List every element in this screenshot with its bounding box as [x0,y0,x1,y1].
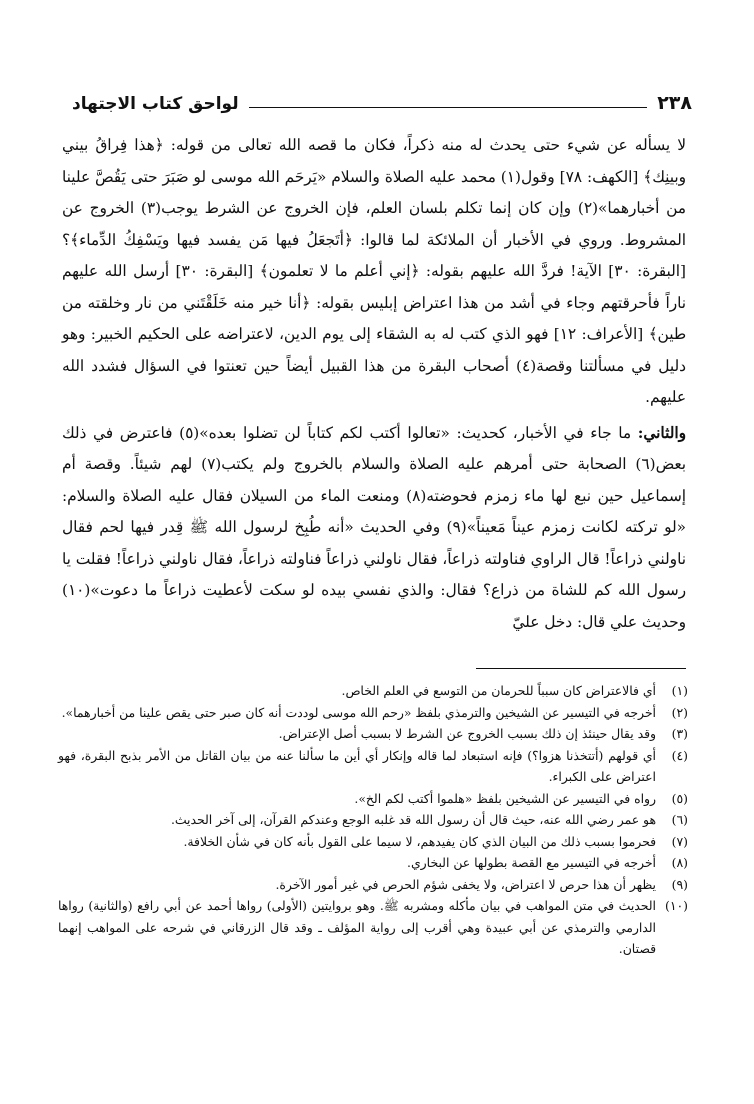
footnote [58,831,688,853]
footnote-number: (٣) [671,726,688,741]
footnote-number: (٦) [671,812,688,827]
footnote-text: الحديث في متن المواهب في بيان مأكله ومشربه ﷺ. وهو بروايتين (الأولى) رواها أحمد عن أبي رافع (والثانية) رواها الدارمي والترمذي عن أبي عبيدة وهي أقرب إلى رواية المؤلف ـ وقد قال الزرقاني في شرحه على المواهب إنهما قصتان. [58,898,656,956]
footnote-number: (٤) [671,747,688,763]
footnote [58,680,688,702]
paragraph-1: لا يسأله عن شيء حتى يحدث له منه ذكراً، فكان ما قصه الله تعالى من قوله: ﴿هذا فِراقُ بيني وبينِك﴾ [الكهف: ٧٨] وقول(١) محمد عليه الصلاة والسلام «يَرحَم الله موسى لو صَبَرَ حتى يَقُصَّ علينا من أخبارهما»(٢) وإن كان إنما تكلم بلسان العلم، فإن الخروج عن الشرط يوجب(٣) الخروج عن المشروط. وروي في الأخبار أن الملائكة لما قالوا: ﴿أتَجعَلُ فيها مَن يفسد فيها ويَسْفِكُ الدِّماء﴾؟ [البقرة: ٣٠] الآية! فردَّ الله عليهم بقوله: ﴿إني أعلم ما لا تعلمون﴾ [البقرة: ٣٠] أرسل الله عليهم ناراً فأحرقتهم وجاء في أشد من هذا اعتراض إبليس بقوله: ﴿أنا خير منه خَلَقْتَني من نار وخلقته من طين﴾ [الأعراف: ١٢] فهو الذي كتب له به الشقاء إلى يوم الدين، لاعتراضه على الحكيم الخبير: وهو دليل في مسألتنا وقصة(٤) أصحاب البقرة من هذا القبيل أيضاً حين تعنتوا في السؤال فشدد الله عليهم. [62,136,687,406]
footnote-text: يظهر أن هذا حرص لا اعتراض، ولا يخفى شؤم الحرص في غير أمور الآخرة. [275,876,656,892]
paragraph-2-text: ما جاء في الأخبار، كحديث: «تعالوا أكتب لكم كتاباً لن تضلوا بعده»(٥) فاعترض في ذلك بعض(٦) الصحابة حتى أمرهم عليه الصلاة والسلام بالخروج ولم يكتب(٧) لهم شيئاً. وقصة أم إسماعيل حين نبع لها ماء زمزم فحوضته(٨) ومنعت الماء من السيلان فقال عليه الصلاة والسلام: «لو تركته لكانت زمزم عيناً مَعيناً»(٩) وفي الحديث «أنه طُبِخ لرسول الله ﷺ قِدر فيها لحم فقال ناولني ذراعاً! قال الراوي فناولته ذراعاً، فقال ناولني ذراعاً فناولته ذراعاً، فقال ناولني ذراعاً! فقلت يا رسول الله كم للشاة من ذراع؟ فقال: والذي نفسي بيده لو سكت لأعطيت ذراعاً ما دعوت»(١٠) وحديث علي قال: دخل عليّ [62,423,686,631]
footnote-text: رواه في التيسير عن الشيخين بلفظ «هلموا أكتب لكم الخ». [354,790,656,806]
main-text [62,130,686,638]
footnote-number: (٢) [671,704,688,720]
paragraph-2-lead: والثاني: [637,423,686,442]
footnote-text: أخرجه في التيسير مع القصة بطولها عن البخاري. [407,855,656,870]
page-number: ٢٣٨ [657,92,692,114]
footnote [58,895,688,960]
footnote-number: (٨) [671,855,688,870]
footnote-number: (٧) [671,833,688,849]
footnote [58,745,688,788]
footnote-text: أي فالاعتراض كان سبباً للحرمان من التوسع في العلم الخاص. [341,683,656,698]
footnote-number: (٥) [671,790,688,806]
header-rule [249,107,648,108]
footnote-text: أي قولهم (أتتخذنا هزوا؟) فإنه استبعاد لما قاله وإنكار أي أين ما سألنا عنه من بيان القاتل من الأمر بذبح البقرة، فهو اعتراض على الكبراء. [58,747,656,784]
footnote-text: فحرموا بسبب ذلك من البيان الذي كان يفيدهم، لا سيما على القول بأنه كان في شأن الخلافة. [183,833,656,849]
footnote-separator [476,668,686,669]
page-header [72,86,692,114]
footnote [58,809,688,831]
footnote [58,852,688,874]
paragraph-2 [62,418,686,639]
footnote [58,702,688,724]
running-title: لواحق كتاب الاجتهاد [72,94,239,114]
footnote-number: (١٠) [665,898,688,913]
footnote-text: أخرجه في التيسير عن الشيخين والترمذي بلفظ «رحم الله موسى لوددت أنه كان صبر حتى يقص علينا من أخبارهما». [61,704,656,720]
footnote-text: هو عمر رضي الله عنه، حيث قال أن رسول الله قد غلبه الوجع وعندكم القرآن، إلى آخر الحديث. [170,812,656,827]
footnote-number: (١) [671,683,688,698]
footnote [58,874,688,896]
footnote [58,788,688,810]
footnote-text: وقد يقال حينئذ إن ذلك بسبب الخروج عن الشرط لا بسبب أصل الإعتراض. [278,726,656,741]
footnote-number: (٩) [671,876,688,892]
footnotes [58,680,688,960]
footnote [58,723,688,745]
